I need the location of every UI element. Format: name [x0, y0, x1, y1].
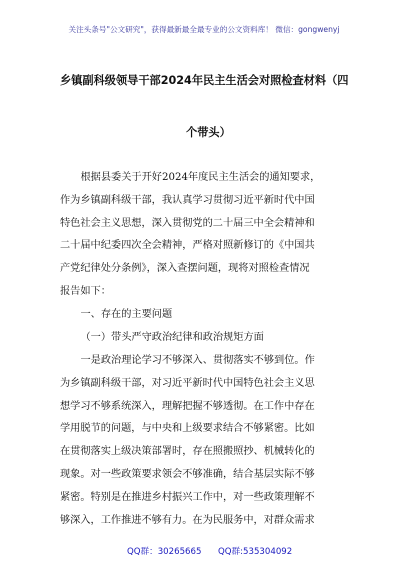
document-title-line-1: 乡镇副科级领导干部2024年民主生活会对照检查材料（四	[60, 74, 349, 87]
text-line: 特色社会主义思想，深入贯彻党的二十届三中全会精神和	[60, 217, 315, 229]
footer-qq-group-2: QQ群:535304092	[218, 547, 293, 557]
page-header-banner: 关注头条号"公文研究"，获得最新最全最专业的公文资料库！ 微信：gongwenyj	[68, 25, 340, 34]
text-line: 现象。对一些政策要求领会不够准确，结合基层实际不够	[60, 468, 315, 480]
text-line: 在贯彻落实上级决策部署时，存在照搬照抄、机械转化的	[60, 446, 315, 458]
heading-text: 一、存在的主要问题	[80, 309, 173, 320]
heading-text: （一）带头严守政治纪律和政治规矩方面	[80, 332, 264, 343]
section-heading-1	[60, 304, 360, 327]
footer-qq-group-1: QQ群：30265665	[127, 547, 202, 557]
text-line: 紧密。特别是在推进乡村振兴工作中，对一些政策理解不	[60, 491, 315, 503]
text-line: 一是政治理论学习不够深入、贯彻落实不够到位。作	[80, 355, 315, 366]
text-line: 报告如下：	[60, 285, 111, 297]
text-line: 为乡镇副科级干部，对习近平新时代中国特色社会主义思	[60, 377, 315, 389]
text-line: 够深入，工作推进不够有力。在为民服务中，对群众需求	[60, 514, 315, 526]
text-line: 作为乡镇副科级干部，我认真学习贯彻习近平新时代中国	[60, 194, 315, 206]
text-line: 产党纪律处分条例》，深入查摆问题，现将对照检查情况	[60, 263, 310, 275]
intro-paragraph	[60, 167, 360, 304]
text-line: 二十届中纪委四次全会精神，严格对照新修订的《中国共	[60, 240, 315, 252]
document-title-line-2: 个带头）	[186, 126, 231, 139]
body-paragraph	[60, 350, 360, 532]
text-line: 想学习不够系统深入，理解把握不够透彻。在工作中存在	[60, 400, 315, 412]
section-heading-2	[60, 327, 360, 350]
text-line: 根据县委关于开好2024年度民主生活会的通知要求，	[80, 172, 321, 183]
text-line: 学用脱节的问题，与中央和上级要求结合不够紧密。比如	[60, 423, 315, 435]
